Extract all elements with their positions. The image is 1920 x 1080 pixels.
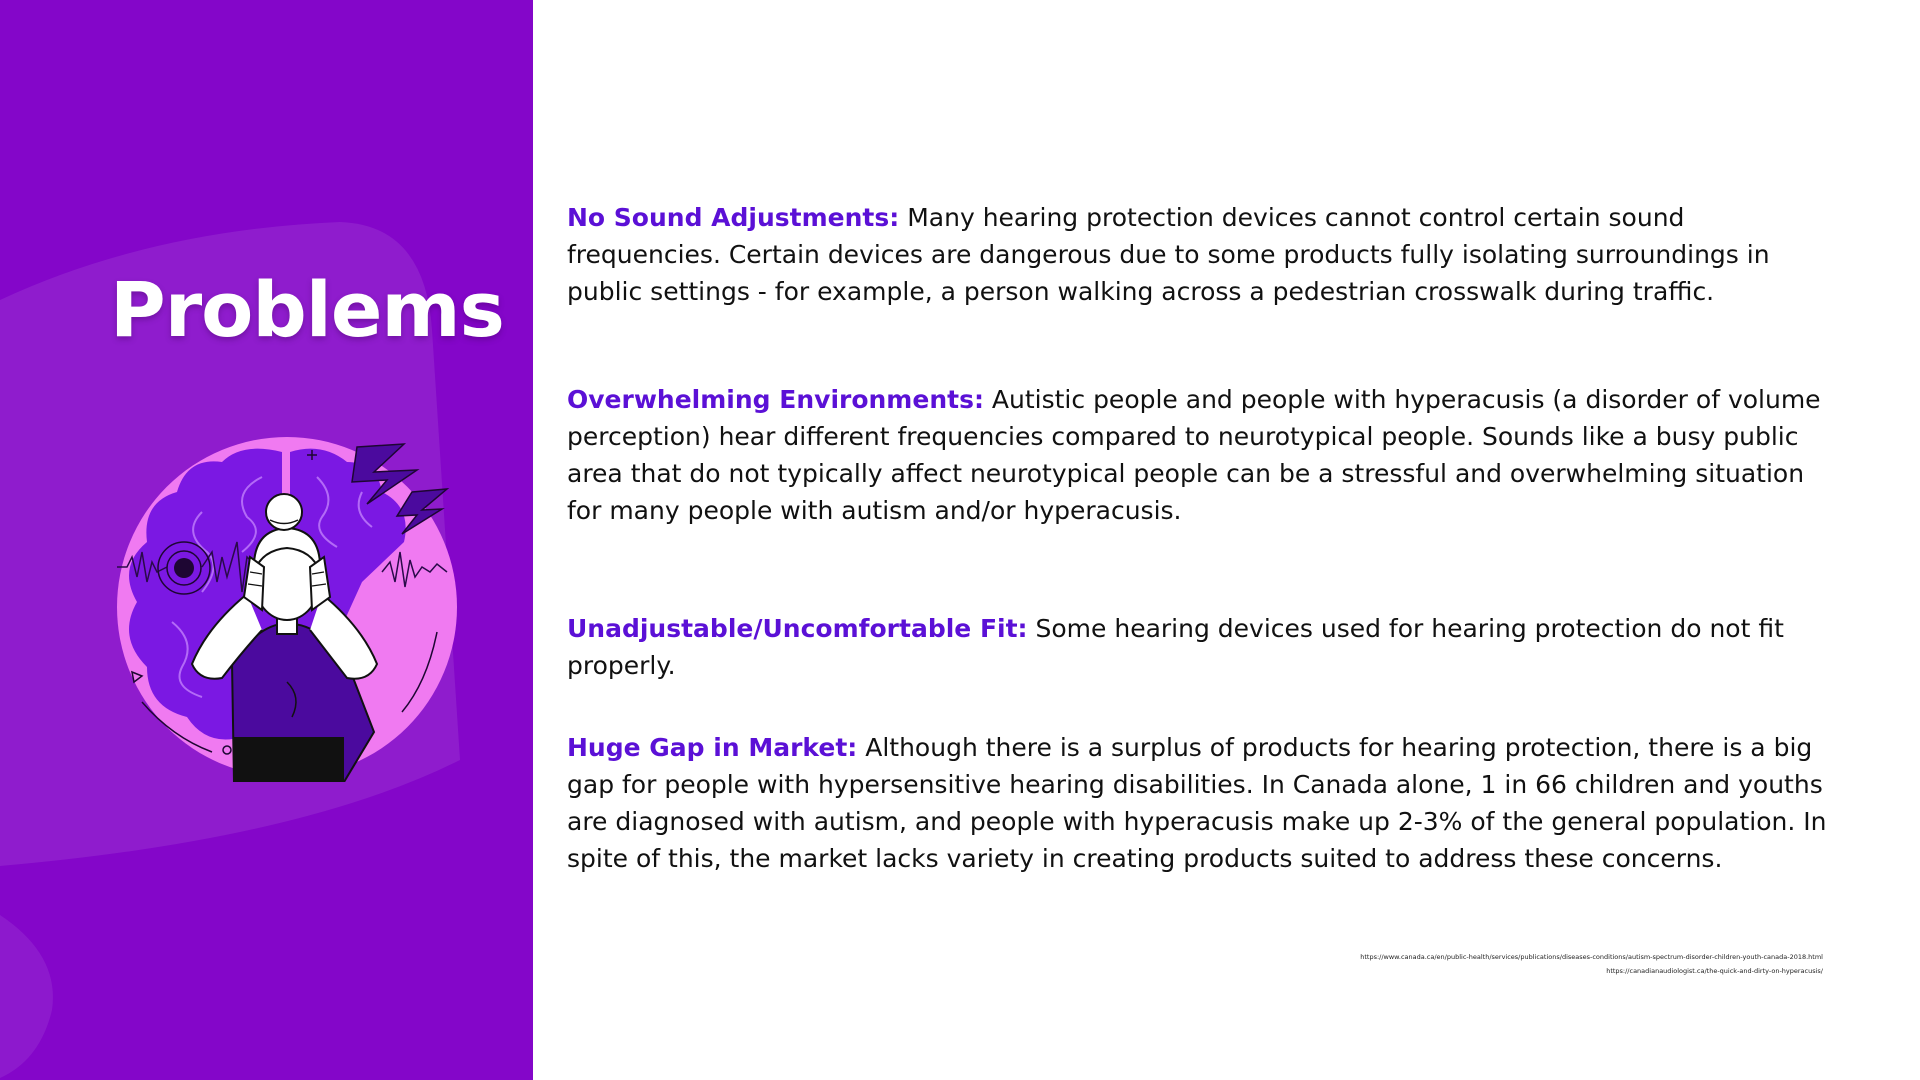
problem-text: Many hearing protection devices cannot control certain sound frequencies. Certain devices are dangerous due to some products fully isolating surroundings in public settings - for example, a person walking across a pedestrian crosswalk during traffic.: [567, 203, 1770, 306]
problem-heading: Overwhelming Environments:: [567, 385, 984, 414]
problem-overwhelming-environments: [567, 381, 1827, 529]
stressed-woman-covering-ears-illustration: [112, 432, 462, 782]
problem-heading: Unadjustable/Uncomfortable Fit:: [567, 614, 1028, 643]
problems-content: [567, 0, 1887, 1080]
reference-link[interactable]: https://www.canada.ca/en/public-health/services/publications/diseases-conditions/autism-spectrum-disorder-children-youth-canada-2018.html: [1360, 953, 1823, 961]
problem-no-sound-adjustments: [567, 199, 1827, 310]
problem-heading: No Sound Adjustments:: [567, 203, 900, 232]
problem-heading: Huge Gap in Market:: [567, 733, 858, 762]
problem-text: Although there is a surplus of products for hearing protection, there is a big gap for people with hypersensitive hearing disabilities. In Canada alone, 1 in 66 children and youths are diagnosed with autism, and people with hyperacusis make up 2-3% of the general population. In spite of this, the market lacks variety in creating products suited to address these concerns.: [567, 733, 1827, 873]
reference-link[interactable]: https://canadianaudiologist.ca/the-quick-and-dirty-on-hyperacusis/: [1606, 967, 1823, 975]
left-panel: [0, 0, 533, 1080]
problem-uncomfortable-fit: [567, 610, 1827, 684]
problem-market-gap: [567, 729, 1827, 877]
problem-text: Some hearing devices used for hearing protection do not fit properly.: [567, 614, 1784, 680]
problem-text: Autistic people and people with hyperacusis (a disorder of volume perception) hear different frequencies compared to neurotypical people. Sounds like a busy public area that do not typically affect neurotypical people can be a stressful and overwhelming situation for many people with autism and/or hyperacusis.: [567, 385, 1821, 525]
slide-title: Problems: [110, 265, 504, 354]
references: [1360, 950, 1823, 978]
